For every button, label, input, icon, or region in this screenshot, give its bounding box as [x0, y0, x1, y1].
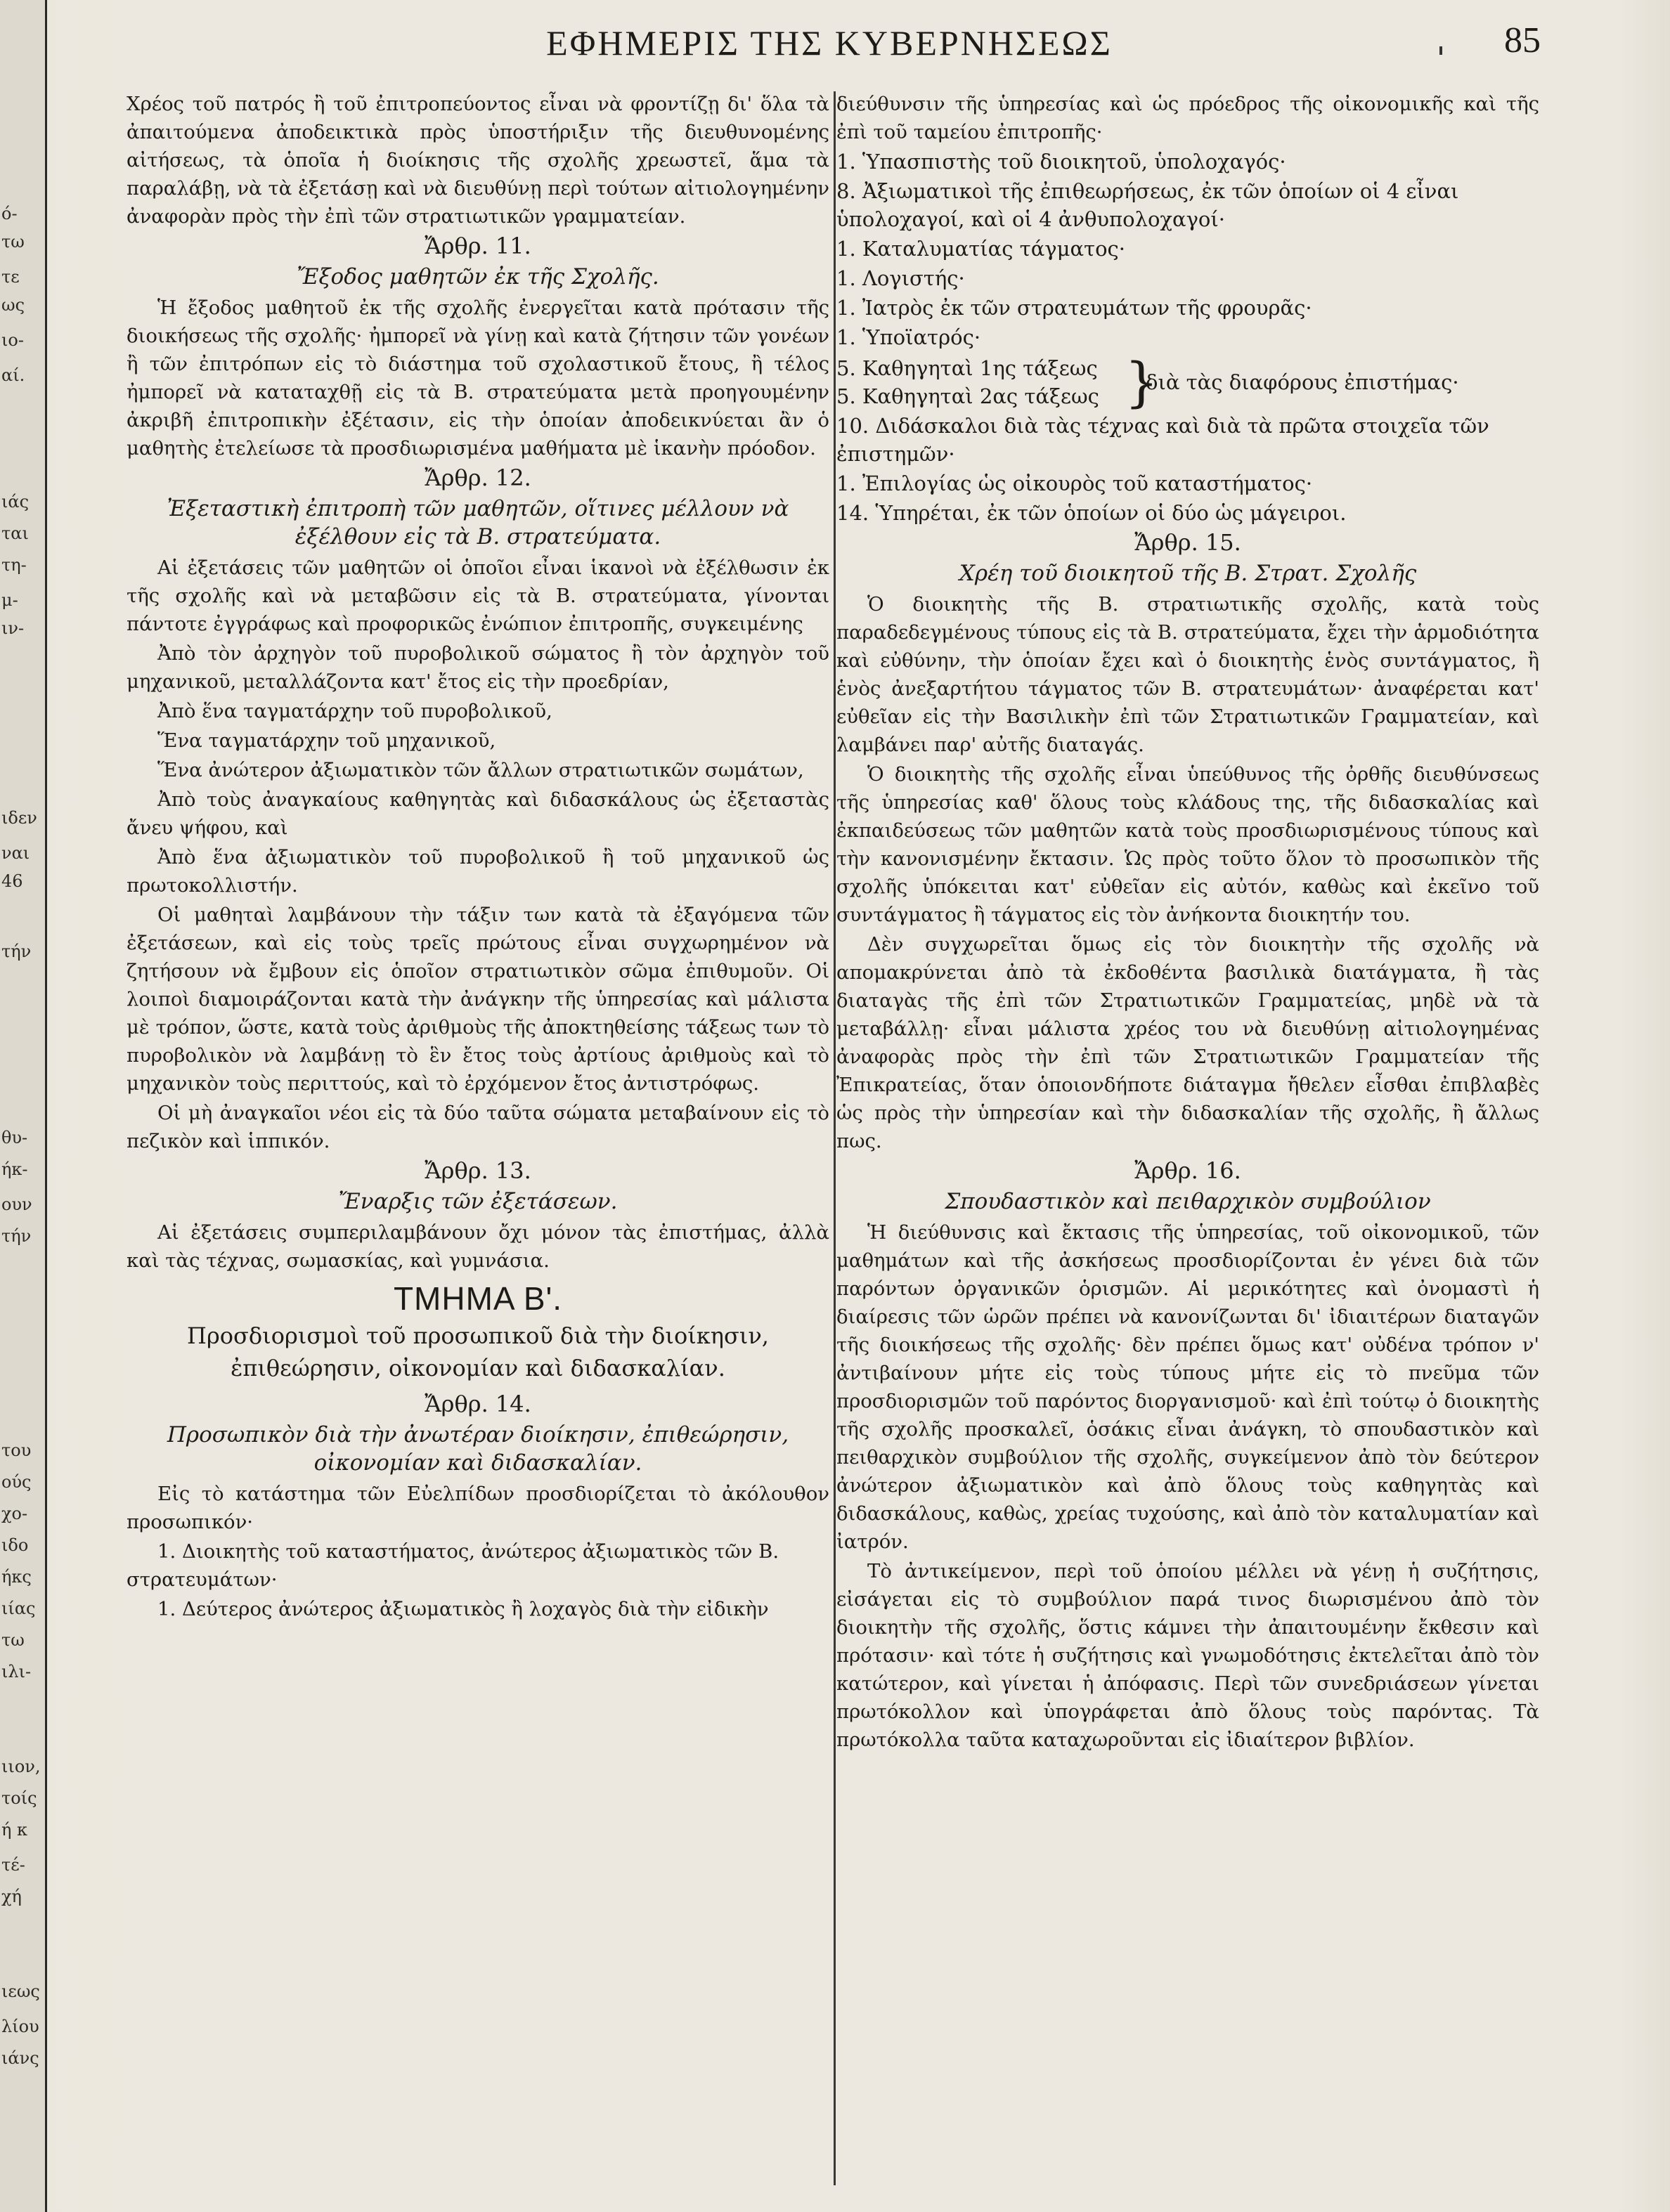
paragraph: Οἱ μαθηταὶ λαμβάνουν τὴν τάξιν των κατὰ τὰ ἐξαγόμενα τῶν ἐξετάσεων, καὶ εἰς τοὺς τρεῖς πρώτους εἶναι συγχωρημένον νὰ ζητήσουν νὰ ἔμβουν εἰς ὁποῖον στρατιωτικὸν σῶμα ἐπιθυμοῦν. Οἱ λοιποὶ διαμοιράζονται κατὰ τὴν ἀνάγκην τῆς ὑπηρεσίας καὶ μάλιστα μὲ τρόπον, ὥστε, κατὰ τοὺς ἀριθμοὺς τῆς ἀποκτηθείσης τάξεως των τὸ πυροβολικὸν νὰ λαμβάνῃ τὸ ἓν ἔτος τοὺς ἀρτίους ἀριθμοὺς καὶ τὸ μηχανικὸν τοὺς περιττούς, καὶ τὸ ἐρχόμενον ἔτος ἀντιστρόφως.	[127, 904, 829, 1095]
gutter-fragment: ιάς	[1, 492, 30, 512]
right-column	[836, 90, 1539, 2191]
paragraph: Αἱ ἐξετάσεις τῶν μαθητῶν οἱ ὁποῖοι εἶναι ἱκανοὶ νὰ ἐξέλθωσιν ἐκ τῆς σχολῆς καὶ νὰ μεταβῶσιν εἰς τὰ Β. στρατεύματα, γίνονται πάντοτε ἐγγράφως καὶ προφορικῶς ἐνώπιον ἐπιτροπῆς, συγκειμένης	[127, 557, 829, 635]
paragraph: Αἱ ἐξετάσεις συμπεριλαμβάνουν ὄχι μόνον τὰς ἐπιστήμας, ἀλλὰ καὶ τὰς τέχνας, σωμασκίας, καὶ γυμνάσια.	[127, 1221, 829, 1272]
list-item: 1. Διοικητὴς τοῦ καταστήματος, ἀνώτερος ἀξιωματικὸς τῶν Β. στρατευμάτων·	[127, 1540, 779, 1591]
gutter-fragment: ιο-	[1, 330, 24, 350]
article-title: Προσωπικὸν διὰ τὴν ἀνωτέραν διοίκησιν, ἐπιθεώρησιν, οἰκονομίαν καὶ διδασκαλίαν.	[167, 1422, 789, 1476]
paragraph: Ὁ διοικητὴς τῆς Β. στρατιωτικῆς σχολῆς, κατὰ τοὺς παραδεδεγμένους τύπους εἰς τὰ Β. στρατεύματα, ἔχει τὴν ἁρμοδιότητα καὶ εὐθύνην, τὴν ὁποίαν ἔχει καὶ ὁ διοικητὴς ἑνὸς συντάγματος, ἢ ἑνὸς ἀνεξαρτήτου τάγματος τῶν Β. στρατευμάτων· ἀναφέρεται κατ' εὐθεῖαν εἰς τὴν Βασιλικὴν ἐπὶ τῶν Στρατιωτικῶν Γραμματείαν, καὶ λαμβάνει παρ' αὐτῆς διαταγάς.	[836, 593, 1539, 756]
list-item: 5. Καθηγηταὶ 2ας τάξεως	[836, 384, 1099, 408]
list-item: 1. Καταλυματίας τάγματος·	[836, 237, 1126, 261]
article-title: Σπουδαστικὸν καὶ πειθαρχικὸν συμβούλιον	[945, 1189, 1431, 1214]
column-divider	[834, 91, 836, 2185]
running-head-title: ΕΦΗΜΕΡΙΣ ΤΗΣ ΚΥΒΕΡΝΗΣΕΩΣ	[546, 23, 1113, 63]
gutter-fragment: ιάνς	[1, 2048, 39, 2068]
gutter-fragment: τω	[1, 1630, 25, 1650]
list-item: 1. Ὑπασπιστὴς τοῦ διοικητοῦ, ὑπολοχαγός·	[836, 150, 1286, 174]
gutter-fragment: του	[1, 1440, 32, 1460]
paragraph: Ἀπὸ τοὺς ἀναγκαίους καθηγητὰς καὶ διδασκάλους ὡς ἐξεταστὰς ἄνευ ψήφου, καὶ	[127, 788, 829, 839]
gutter-fragment: ήκ-	[1, 1159, 28, 1179]
gutter-fragment: αί.	[1, 365, 25, 385]
article-heading: Ἄρθρ. 14.	[425, 1391, 531, 1417]
gutter-fragment: ήκς	[1, 1567, 32, 1587]
page-number: 85	[1504, 20, 1541, 60]
gutter-fragment: τήν	[1, 942, 32, 961]
previous-page-edge	[0, 0, 47, 2212]
braced-list-group	[836, 353, 1539, 412]
gutter-fragment: τοίς	[1, 1788, 37, 1808]
list-item: 14. Ὑπηρέται, ἐκ τῶν ὁποίων οἱ δύο ὡς μάγειροι.	[836, 501, 1347, 525]
list-item: 1. Λογιστής·	[836, 266, 965, 290]
gutter-fragment: ιλι-	[1, 1662, 32, 1681]
list-item: 10. Διδάσκαλοι διὰ τὰς τέχνας καὶ διὰ τὰ πρῶτα στοιχεῖα τῶν ἐπιστημῶν·	[836, 414, 1489, 466]
gutter-fragment: ται	[1, 523, 29, 543]
gutter-fragment: ούς	[1, 1472, 32, 1492]
article-heading: Ἄρθρ. 16.	[1134, 1157, 1241, 1184]
article-heading: Ἄρθρ. 13.	[425, 1157, 531, 1184]
gutter-fragment: τω	[1, 232, 25, 252]
gutter-fragment: λίου	[1, 2017, 39, 2036]
list-item: 8. Ἀξιωματικοὶ τῆς ἐπιθεωρήσεως, ἐκ τῶν ὁποίων οἱ 4 εἶναι ὑπολοχαγοί, καὶ οἱ 4 ἀνθυπολοχαγοί·	[836, 179, 1459, 231]
gutter-fragment: ιιον,	[1, 1757, 41, 1776]
paragraph: Ἀπὸ ἕνα ἀξιωματικὸν τοῦ πυροβολικοῦ ἢ τοῦ μηχανικοῦ ὡς πρωτοκολλιστήν.	[127, 846, 829, 897]
gutter-fragment: ως	[1, 295, 25, 315]
gutter-fragment: χή	[1, 1887, 22, 1906]
list-item: 1. Δεύτερος ἀνώτερος ἀξιωματικὸς ἢ λοχαγὸς διὰ τὴν εἰδικὴν	[157, 1598, 769, 1620]
left-column	[127, 90, 829, 2191]
gutter-fragment: τέ-	[1, 1855, 25, 1875]
gutter-fragment: θυ-	[1, 1128, 28, 1147]
curly-brace: }	[1125, 351, 1159, 413]
gutter-fragment: χο-	[1, 1504, 28, 1523]
paragraph: Χρέος τοῦ πατρός ἢ τοῦ ἐπιτροπεύοντος εἶναι νὰ φροντίζῃ δι' ὅλα τὰ ἀπαιτούμενα ἀποδεικτικὰ πρὸς ὑποστήριξιν τῆς διευθυνομένης αἰτήσεως, τὰ ὁποῖα ἡ διοίκησις τῆς σχολῆς χρεωστεῖ, ἅμα τὰ παραλάβῃ, νὰ τὰ ἐξετάσῃ καὶ νὰ διευθύνῃ περὶ τούτων αἰτιολογημένην ἀναφορὰν πρὸς τὴν ἐπὶ τῶν στρατιωτικῶν γραμματείαν.	[127, 93, 829, 228]
list-item: 5. Καθηγηταὶ 1ης τάξεως	[836, 356, 1098, 380]
paragraph: Ὁ διοικητὴς τῆς σχολῆς εἶναι ὑπεύθυνος τῆς ὀρθῆς διευθύνσεως τῆς ὑπηρεσίας καθ' ὅλους τοὺς κλάδους της, τῆς διδασκαλίας καὶ ἐκπαιδεύσεως τῶν μαθητῶν κατὰ τοὺς προσδιωρισμένους τύπους καὶ τὴν κανονισμένην ἔκτασιν. Ὡς πρὸς τοῦτο ὅλον τὸ προσωπικὸν τῆς σχολῆς ὑπόκειται κατ' εὐθεῖαν εἰς αὐτόν, καθὼς καὶ ἐκεῖνο τοῦ συντάγματος ἢ τάγματος εἰς τὸν ἀνήκοντα διοικητήν του.	[836, 763, 1539, 926]
gutter-fragment: 46	[1, 871, 23, 891]
list-item: 1. Ἰατρὸς ἐκ τῶν στρατευμάτων τῆς φρουρᾶς·	[836, 296, 1312, 320]
gutter-fragment: μ-	[1, 590, 18, 610]
article-heading: Ἄρθρ. 11.	[425, 233, 531, 259]
gutter-fragment: ιδεν	[1, 808, 37, 828]
paragraph: Εἰς τὸ κατάστημα τῶν Εὐελπίδων προσδιορίζεται τὸ ἀκόλουθον προσωπικόν·	[127, 1483, 829, 1533]
braced-items	[836, 354, 1125, 410]
paragraph: Ἀπὸ τὸν ἀρχηγὸν τοῦ πυροβολικοῦ σώματος ἢ τὸν ἀρχηγὸν τοῦ μηχανικοῦ, μεταλλάζοντα κατ' ἔτος εἰς τὴν προεδρίαν,	[127, 642, 829, 693]
article-title: Ἔναρξις τῶν ἐξετάσεων.	[338, 1189, 618, 1214]
print-mark	[1439, 46, 1442, 55]
gutter-fragment: ουν	[1, 1195, 32, 1214]
list-item: 1. Ὑποϊατρός·	[836, 325, 981, 349]
article-title: Ἐξεταστικὴ ἐπιτροπὴ τῶν μαθητῶν, οἵτινες μέλλουν νὰ ἐξέλθουν εἰς τὰ Β. στρατεύματα.	[167, 496, 789, 549]
paragraph: Ἀπὸ ἕνα ταγματάρχην τοῦ πυροβολικοῦ,	[157, 700, 552, 722]
paragraph: διεύθυνσιν τῆς ὑπηρεσίας καὶ ὡς πρόεδρος τῆς οἰκονομικῆς καὶ τῆς ἐπὶ τοῦ ταμείου ἐπιτροπῆς·	[836, 93, 1539, 143]
paragraph: Ἡ διεύθυνσις καὶ ἔκτασις τῆς ὑπηρεσίας, τοῦ οἰκονομικοῦ, τῶν μαθημάτων καὶ τῆς ἀσκήσεως προσδιορίζονται ἐν γένει διὰ τῶν παρόντων ὀργανικῶν ὁρισμῶν. Αἱ μερικότητες καὶ ὀνομαστὶ ἡ διαίρεσις τῶν ὡρῶν πρέπει νὰ κανονίζωνται δι' ἰδιαιτέρων διαταγῶν τῆς διοικήσεως τῆς σχολῆς· δὲν πρέπει ὅμως κατ' οὐδένα τρόπον ν' ἀντιβαίνουν μήτε εἰς τοὺς τύπους μήτε εἰς τὸ πνεῦμα τῶν προσδιορισμῶν τοῦ παρόντος διοργανισμοῦ· καὶ ἐπὶ τούτῳ ὁ διοικητὴς τῆς σχολῆς προσκαλεῖ, ὁσάκις εἶναι ἀνάγκη, τὸ σπουδαστικὸν καὶ πειθαρχικὸν συμβούλιον τῆς σχολῆς, συγκείμενον ἀπὸ τὸν δεύτερον ἀνώτερον ἀξιωματικὸν καὶ ἀπὸ ὅλους τοὺς καθηγητὰς καὶ διδασκάλους, καθὼς, χρείας τυχούσης, καὶ ἀπὸ τὸν καταλυματίαν καὶ ἰατρόν.	[836, 1221, 1539, 1553]
gutter-fragment: τήν	[1, 1226, 32, 1246]
article-heading: Ἄρθρ. 15.	[1134, 529, 1241, 556]
gutter-fragment: ιν-	[1, 618, 25, 638]
gutter-fragment: ναι	[1, 843, 30, 863]
paragraph: Ἡ ἔξοδος μαθητοῦ ἐκ τῆς σχολῆς ἐνεργεῖται κατὰ πρότασιν τῆς διοικήσεως τῆς σχολῆς· ἠμπορεῖ νὰ γίνῃ καὶ κατὰ ζήτησιν τῶν γονέων ἢ τῶν ἐπιτρόπων εἰς τὸ διάστημα τοῦ σχολαστικοῦ ἔτους, ἢ τέλος ἠμπορεῖ νὰ καταταχθῇ εἰς τὰ Β. στρατεύματα μετὰ προηγουμένην ἀκριβῆ ἐπιτροπικὴν ἐξέτασιν, εἰς τὴν ὁποίαν ἀποδεικνύεται ἂν ὁ μαθητὴς ἐτελείωσε τὰ προσδιωρισμένα μαθήματα μὲ ἱκανὴν πρόοδον.	[127, 297, 829, 460]
gutter-fragment: τε	[1, 267, 20, 287]
article-heading: Ἄρθρ. 12.	[425, 464, 531, 491]
list-item: 1. Ἐπιλογίας ὡς οἰκουρὸς τοῦ καταστήματος·	[836, 471, 1313, 495]
gutter-fragment: ιεως	[1, 1982, 40, 2001]
article-title: Ἔξοδος μαθητῶν ἐκ τῆς Σχολῆς.	[297, 264, 659, 289]
section-subtitle: Προσδιορισμοὶ τοῦ προσωπικοῦ διὰ τὴν διοίκησιν, ἐπιθεώρησιν, οἰκονομίαν καὶ διδασκαλίαν.	[187, 1322, 769, 1381]
paragraph: Ἕνα ἀνώτερον ἀξιωματικὸν τῶν ἄλλων στρατιωτικῶν σωμάτων,	[157, 759, 804, 781]
brace-note: διὰ τὰς διαφόρους ἐπιστήμας·	[1146, 370, 1459, 394]
gutter-fragment: τη-	[1, 555, 27, 575]
article-title: Χρέη τοῦ διοικητοῦ τῆς Β. Στρατ. Σχολῆς	[959, 561, 1417, 586]
paragraph: Δὲν συγχωρεῖται ὅμως εἰς τὸν διοικητὴν τῆς σχολῆς νὰ απομακρύνεται ἀπὸ τὰ ἐκδοθέντα βασιλικὰ διατάγματα, ἢ τὰς διαταγὰς τῆς ἐπὶ τῶν Στρατιωτικῶν Γραμματείας, μηδὲ νὰ τὰ μεταβάλλῃ· εἶναι μάλιστα χρέος του νὰ διευθύνῃ αἰτιολογημένας ἀναφορὰς πρὸς τὴν ἐπὶ τῶν Στρατιωτικῶν Γραμματείαν τῆς Ἐπικρατείας, ὅταν ὁποιονδήποτε διάταγμα ἤθελεν εἶσθαι ἐπιβλαβὲς ὡς πρὸς τὴν ὑπηρεσίαν καὶ τὴν διδασκαλίαν τῆς σχολῆς, ἢ ἄλλως πως.	[836, 933, 1539, 1152]
gutter-fragment: ή κ	[1, 1820, 28, 1840]
paragraph: Οἱ μὴ ἀναγκαῖοι νέοι εἰς τὰ δύο ταῦτα σώματα μεταβαίνουν εἰς τὸ πεζικὸν καὶ ἱππικόν.	[127, 1102, 829, 1152]
gutter-fragment: ό-	[1, 204, 18, 223]
section-heading: ΤΜΗΜΑ Β'.	[393, 1280, 563, 1317]
gutter-fragment: ιδο	[1, 1535, 29, 1555]
paragraph: Ἕνα ταγματάρχην τοῦ μηχανικοῦ,	[157, 729, 496, 752]
paragraph: Τὸ ἀντικείμενον, περὶ τοῦ ὁποίου μέλλει νὰ γένῃ ἡ συζήτησις, εἰσάγεται εἰς τὸ συμβούλιον παρά τινος διωρισμένου ἀπὸ τὸν διοικητὴν τῆς σχολῆς, ὅστις κάμνει τὴν ἀπαιτουμένην ἔκθεσιν καὶ πρότασιν· καὶ τότε ἡ συζήτησις καὶ γνωμοδότησις ἐκτελεῖται ἀπὸ τὸν κατώτερον, καὶ γίνεται ἡ ἀπόφασις. Περὶ τῶν συνεδριάσεων γίνεται πρωτόκολλον καὶ ὑπογράφεται ἀπὸ ὅλους τοὺς παρόντας. Τὰ πρωτόκολλα ταῦτα καταχωροῦνται εἰς ἰδιαίτερον βιβλίον.	[836, 1560, 1539, 1751]
gutter-fragment: ιίας	[1, 1599, 36, 1618]
